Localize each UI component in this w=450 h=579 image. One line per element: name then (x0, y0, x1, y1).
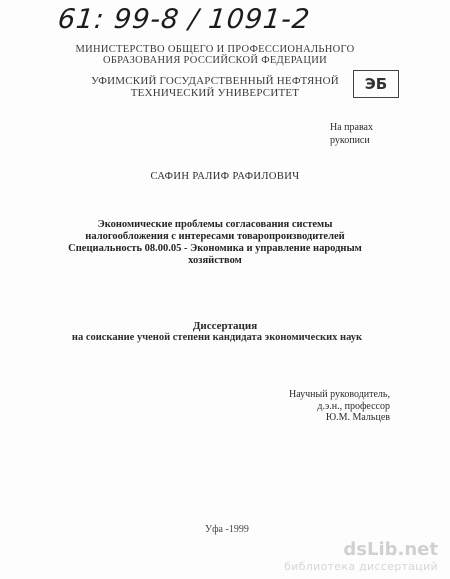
specialty-line: Специальность 08.00.05 - Экономика и управление народным (68, 243, 362, 254)
ministry-line-1: МИНИСТЕРСТВО ОБЩЕГО И ПРОФЕССИОНАЛЬНОГО (75, 44, 355, 55)
title-line-1: Экономические проблемы согласования системы (97, 219, 333, 230)
university-line-2: ТЕХНИЧЕСКИЙ УНИВЕРСИТЕТ (130, 87, 300, 99)
supervisor-line-3: Ю.М. Мальцев (325, 412, 390, 423)
library-stamp: ЭБ (353, 70, 399, 98)
rights-line-1: На правах (330, 122, 373, 133)
supervisor-line-1: Научный руководитель, (289, 389, 390, 400)
author-name: САФИН РАЛИФ РАФИЛОВИЧ (150, 171, 300, 182)
university-header (70, 75, 360, 99)
dissertation-title (40, 219, 390, 267)
rights-line-2: рукописи (330, 135, 370, 146)
handwritten-catalog-code: 61: 99-8 / 1091-2 (56, 4, 312, 35)
dslib-watermark (284, 539, 438, 573)
specialty-line-2: хозяйством (188, 255, 242, 266)
manuscript-rights (330, 121, 373, 147)
title-line-2: налогообложения с интересами товаропроизводителей (85, 231, 345, 242)
watermark-logo (284, 539, 438, 560)
watermark-logo-main: dsLib (343, 539, 398, 560)
university-line-1: УФИМСКИЙ ГОСУДАРСТВЕННЫЙ НЕФТЯНОЙ (91, 75, 339, 87)
dissertation-heading: Диссертация (192, 320, 258, 332)
ministry-header (0, 44, 430, 66)
city-year: Уфа -1999 (205, 524, 249, 535)
supervisor-block (280, 389, 390, 424)
watermark-subtitle: библиотека диссертаций (284, 560, 438, 573)
supervisor-line-2: д.э.н., профессор (317, 400, 390, 412)
watermark-logo-tld: .net (397, 539, 438, 560)
degree-line: на соискание ученой степени кандидата экономических наук (71, 332, 363, 343)
ministry-line-2: ОБРАЗОВАНИЯ РОССИЙСКОЙ ФЕДЕРАЦИИ (102, 55, 328, 66)
